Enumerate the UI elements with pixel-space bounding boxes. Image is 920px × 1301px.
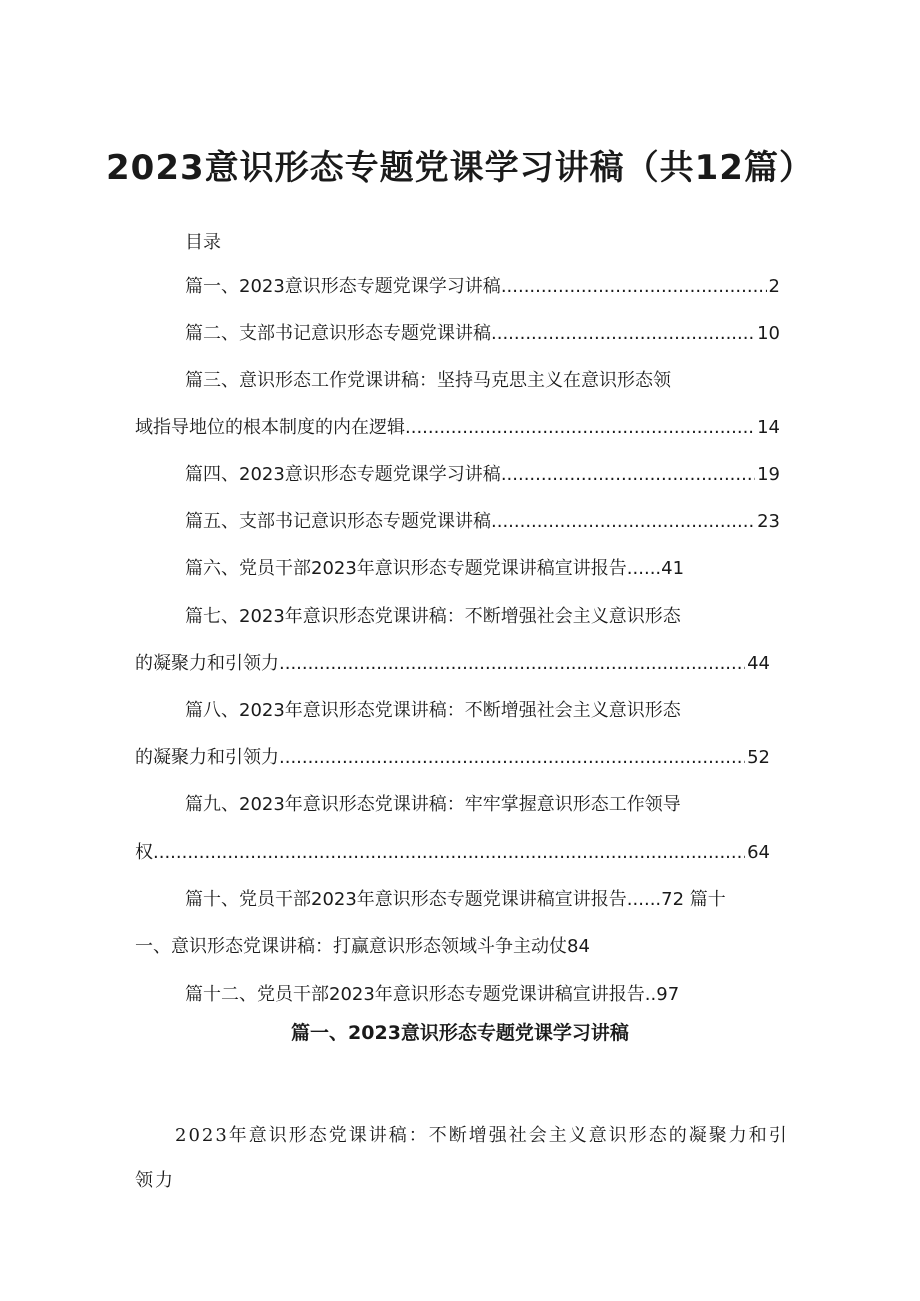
toc-page-number: 23 bbox=[757, 511, 780, 532]
toc-entry-7[interactable] bbox=[135, 652, 770, 676]
toc-entry-3[interactable] bbox=[135, 416, 780, 440]
toc-heading: 目录 bbox=[185, 232, 221, 253]
toc-entry-11[interactable]: 一、意识形态党课讲稿：打赢意识形态领域斗争主动仗84 bbox=[135, 936, 590, 957]
toc-page-number: 52 bbox=[747, 747, 770, 768]
toc-entry-9-line1[interactable]: 篇九、2023年意识形态党课讲稿：牢牢掌握意识形态工作领导 bbox=[185, 794, 681, 815]
toc-page-number: 44 bbox=[747, 653, 770, 674]
toc-entry-4[interactable] bbox=[185, 463, 780, 487]
toc-entry-6[interactable]: 篇六、党员干部2023年意识形态专题党课讲稿宣讲报告......41 bbox=[185, 558, 685, 579]
toc-page-number: 10 bbox=[757, 323, 780, 344]
toc-leader-dots bbox=[491, 322, 755, 346]
toc-entry-label: 域指导地位的根本制度的内在逻辑 bbox=[135, 417, 405, 438]
toc-entry-label: 的凝聚力和引领力 bbox=[135, 747, 279, 768]
toc-entry-label: 篇四、2023意识形态专题党课学习讲稿 bbox=[185, 464, 501, 485]
toc-entry-5[interactable] bbox=[185, 510, 780, 534]
body-paragraph-line1: 2023年意识形态党课讲稿：不断增强社会主义意识形态的凝聚力和引 bbox=[175, 1125, 789, 1146]
toc-entry-8[interactable] bbox=[135, 746, 770, 770]
toc-page-number: 2 bbox=[768, 276, 780, 297]
document-title: 2023意识形态专题党课学习讲稿（共12篇） bbox=[106, 148, 814, 188]
body-paragraph-line2: 领力 bbox=[135, 1170, 175, 1191]
toc-page-number: 64 bbox=[747, 842, 770, 863]
toc-entry-12[interactable]: 篇十二、党员干部2023年意识形态专题党课讲稿宣讲报告..97 bbox=[185, 984, 680, 1005]
toc-leader-dots bbox=[501, 463, 755, 487]
toc-page-number: 19 bbox=[757, 464, 780, 485]
toc-entry-label: 权 bbox=[135, 842, 153, 863]
toc-entry-7-line1[interactable]: 篇七、2023年意识形态党课讲稿：不断增强社会主义意识形态 bbox=[185, 606, 681, 627]
toc-entry-8-line1[interactable]: 篇八、2023年意识形态党课讲稿：不断增强社会主义意识形态 bbox=[185, 700, 681, 721]
toc-leader-dots bbox=[491, 510, 755, 534]
toc-entry-label: 篇二、支部书记意识形态专题党课讲稿 bbox=[185, 323, 491, 344]
toc-entry-3-line1[interactable]: 篇三、意识形态工作党课讲稿：坚持马克思主义在意识形态领 bbox=[185, 370, 671, 391]
toc-entry-label: 篇一、2023意识形态专题党课学习讲稿 bbox=[185, 276, 501, 297]
toc-leader-dots bbox=[279, 746, 745, 770]
toc-leader-dots bbox=[153, 841, 745, 865]
section-heading: 篇一、2023意识形态专题党课学习讲稿 bbox=[291, 1022, 629, 1044]
toc-page-number: 14 bbox=[757, 417, 780, 438]
toc-leader-dots bbox=[405, 416, 755, 440]
toc-leader-dots bbox=[279, 652, 745, 676]
toc-entry-label: 的凝聚力和引领力 bbox=[135, 653, 279, 674]
toc-entry-9[interactable] bbox=[135, 841, 770, 865]
toc-entry-1[interactable] bbox=[185, 275, 780, 299]
toc-leader-dots bbox=[501, 275, 767, 299]
toc-entry-10[interactable]: 篇十、党员干部2023年意识形态专题党课讲稿宣讲报告......72 篇十 bbox=[185, 889, 726, 910]
toc-entry-label: 篇五、支部书记意识形态专题党课讲稿 bbox=[185, 511, 491, 532]
toc-entry-2[interactable] bbox=[185, 322, 780, 346]
